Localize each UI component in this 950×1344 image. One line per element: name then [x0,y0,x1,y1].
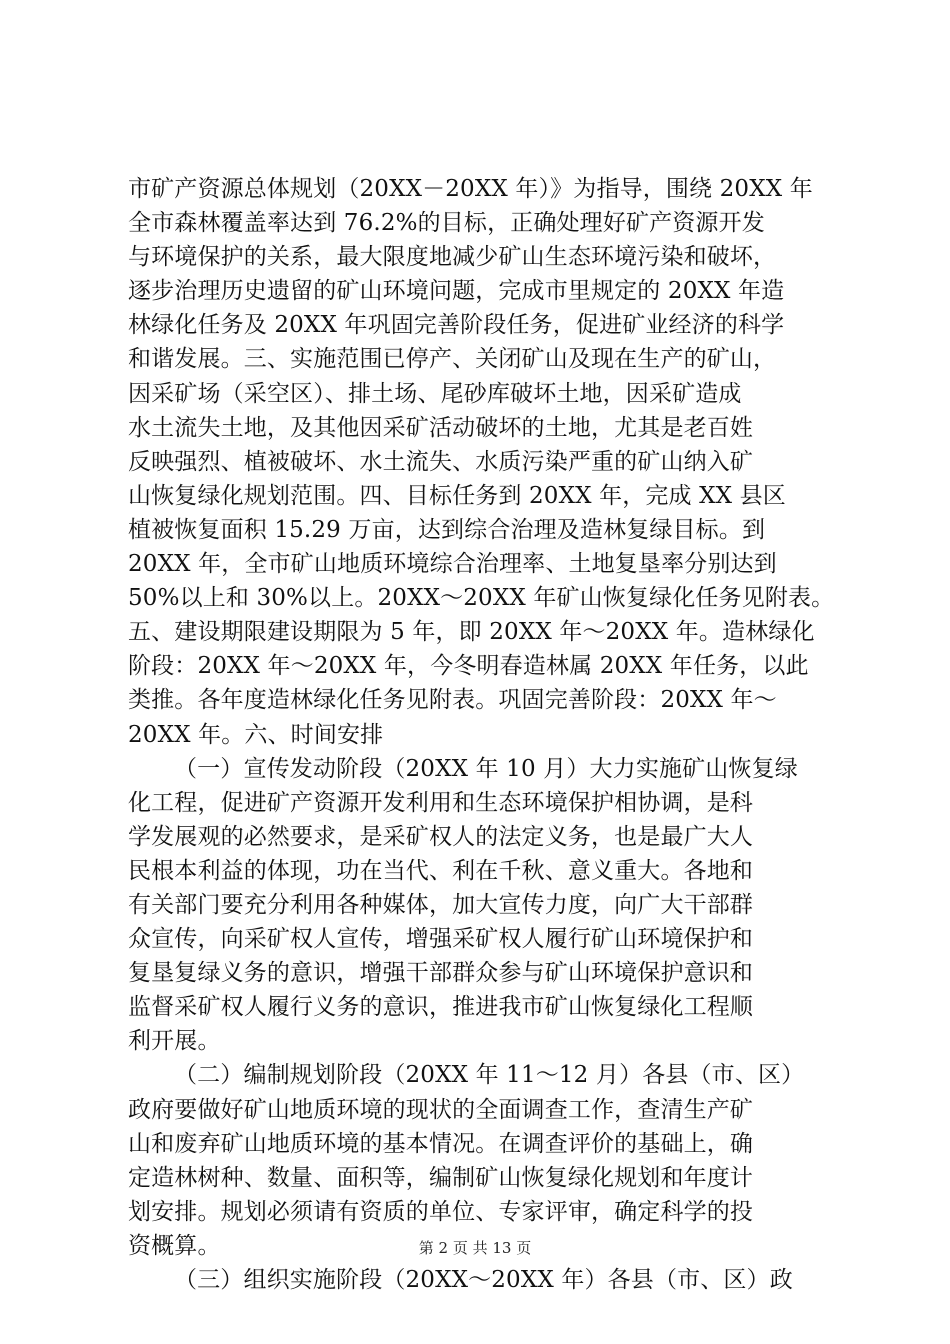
text-line: （三）组织实施阶段（20XX～20XX 年）各县（市、区）政 [174,1267,793,1293]
page-footer: 第 2 页 共 13 页 [418,1239,532,1257]
text-line: 林绿化任务及 20XX 年巩固完善阶段任务，促进矿业经济的科学 [128,312,785,339]
text-line: 利开展。 [128,1028,221,1055]
text-line: 阶段：20XX 年～20XX 年，今冬明春造林属 20XX 年任务，以此 [128,653,809,680]
text-line: 与环境保护的关系，最大限度地减少矿山生态环境污染和破坏， [128,244,777,271]
text-line: 民根本利益的体现，功在当代、利在千秋、意义重大。各地和 [128,857,754,884]
text-line: （二）编制规划阶段（20XX 年 11～12 月）各县（市、区） [174,1062,805,1089]
text-line: 类推。各年度造林绿化任务见附表。巩固完善阶段：20XX 年～ [128,687,777,714]
body-text [128,172,835,1297]
text-line: 逐步治理历史遗留的矿山环境问题，完成市里规定的 20XX 年造 [128,278,785,305]
text-line: 50%以上和 30%以上。20XX～20XX 年矿山恢复绿化任务见附表。 [128,585,835,612]
text-line: 划安排。规划必须请有资质的单位、专家评审，确定科学的投 [128,1198,754,1225]
text-line: 山和废弃矿山地质环境的基本情况。在调查评价的基础上，确 [128,1130,754,1157]
text-line: 资概算。 [128,1232,221,1259]
text-line: 因采矿场（采空区）、排土场、尾砂库破坏土地，因采矿造成 [128,380,742,407]
text-line: 众宣传，向采矿权人宣传，增强采矿权人履行矿山环境保护和 [128,926,754,953]
text-line: 政府要做好矿山地质环境的现状的全面调查工作，查清生产矿 [128,1096,754,1123]
text-line: 五、建设期限建设期限为 5 年，即 20XX 年～20XX 年。造林绿化 [128,619,815,646]
text-line: 反映强烈、植被破坏、水土流失、水质污染严重的矿山纳入矿 [128,448,754,475]
text-line: 山恢复绿化规划范围。四、目标任务到 20XX 年，完成 XX 县区 [128,482,786,509]
text-line: 20XX 年，全市矿山地质环境综合治理率、土地复垦率分别达到 [128,551,777,578]
text-line: 市矿产资源总体规划（20XX－20XX 年）》为指导，围绕 20XX 年 [128,176,813,202]
text-line: 学发展观的必然要求，是采矿权人的法定义务，也是最广大人 [128,823,754,850]
text-line: 植被恢复面积 15.29 万亩，达到综合治理及造林复绿目标。到 [128,516,766,543]
text-line: 和谐发展。三、实施范围已停产、关闭矿山及现在生产的矿山， [128,346,777,373]
text-line: 化工程，促进矿产资源开发利用和生态环境保护相协调，是科 [128,789,754,816]
text-line: 有关部门要充分利用各种媒体，加大宣传力度，向广大干部群 [128,891,754,918]
text-line: （一）宣传发动阶段（20XX 年 10 月）大力实施矿山恢复绿 [174,755,798,782]
text-line: 20XX 年。六、时间安排 [128,721,384,748]
text-line: 监督采矿权人履行义务的意识，推进我市矿山恢复绿化工程顺 [128,994,754,1021]
text-line: 全市森林覆盖率达到 76.2%的目标，正确处理好矿产资源开发 [128,210,765,237]
text-line: 水土流失土地，及其他因采矿活动破坏的土地，尤其是老百姓 [128,414,754,441]
text-line: 定造林树种、数量、面积等，编制矿山恢复绿化规划和年度计 [128,1164,754,1191]
text-line: 复垦复绿义务的意识，增强干部群众参与矿山环境保护意识和 [128,960,754,987]
